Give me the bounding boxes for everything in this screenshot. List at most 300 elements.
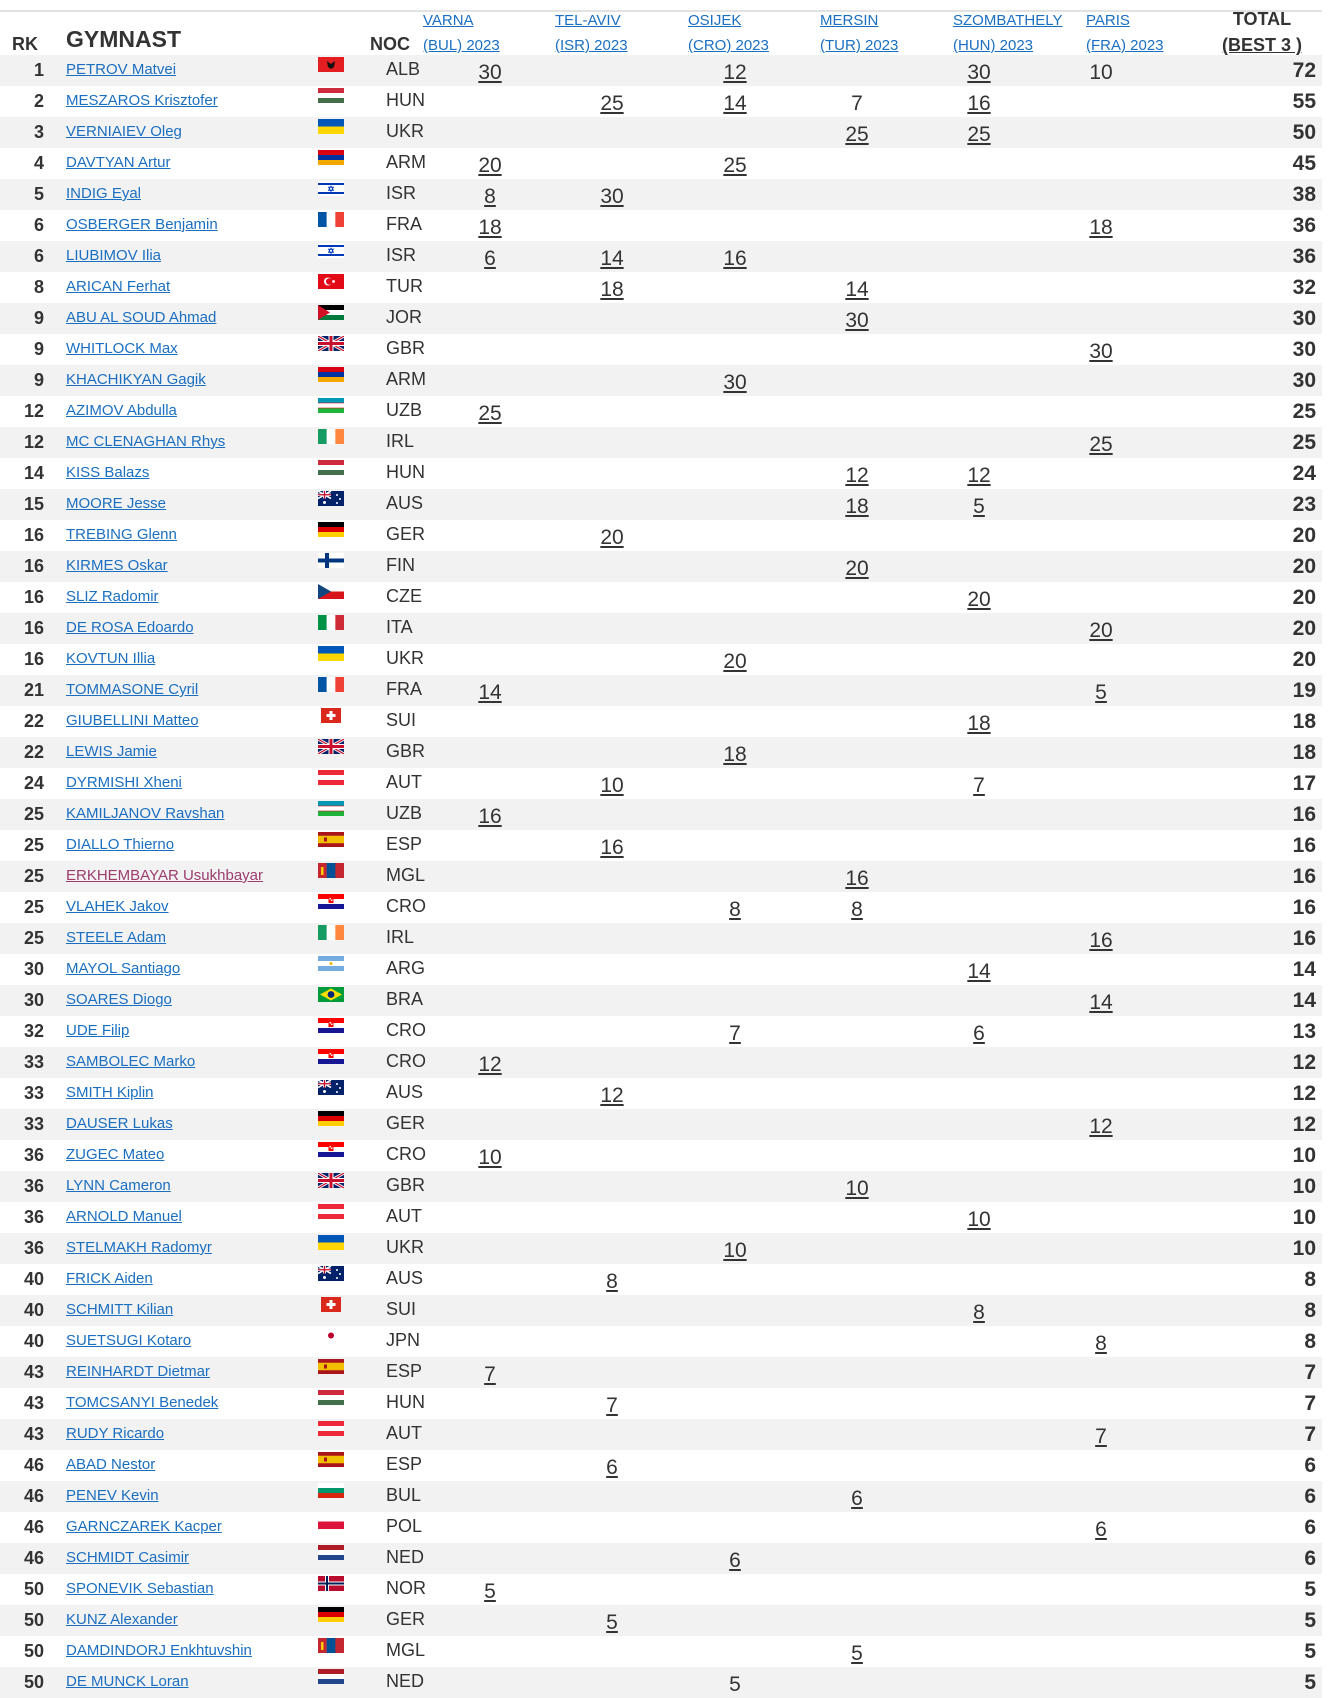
total-cell: 8 — [1304, 1299, 1316, 1322]
table-row — [0, 55, 1322, 86]
event-score-cell[interactable]: 8 — [484, 185, 496, 208]
rank-cell: 43 — [23, 1424, 44, 1444]
gymnast-name-link[interactable]: KAMILJANOV Ravshan — [66, 805, 225, 822]
rank-cell: 9 — [33, 308, 44, 328]
gymnast-name-link[interactable]: DIALLO Thierno — [66, 836, 175, 853]
table-row — [0, 489, 1322, 520]
rank-cell: 15 — [23, 494, 44, 514]
gymnast-name-link[interactable]: LIUBIMOV Ilia — [66, 247, 162, 264]
table-row — [0, 954, 1322, 985]
total-cell: 36 — [1292, 214, 1316, 237]
noc-column-header: NOC — [370, 34, 410, 54]
total-cell: 6 — [1304, 1547, 1316, 1570]
total-cell: 20 — [1292, 586, 1316, 609]
flag-arm-icon — [318, 367, 344, 382]
gymnast-name-link[interactable]: MOORE Jesse — [66, 495, 167, 512]
total-cell: 5 — [1304, 1609, 1316, 1632]
gymnast-name-link[interactable]: PETROV Matvei — [66, 61, 177, 78]
gymnast-name-link[interactable]: DE ROSA Edoardo — [66, 619, 194, 636]
flag-gbr-icon — [318, 739, 344, 754]
gymnast-name-link[interactable]: KISS Balazs — [66, 464, 150, 481]
event-score-cell[interactable]: 25 — [967, 123, 991, 146]
event-score-cell[interactable]: 5 — [973, 495, 985, 518]
noc-cell: IRL — [386, 927, 415, 947]
noc-cell: HUN — [386, 1392, 425, 1412]
rank-cell: 32 — [23, 1021, 44, 1041]
gymnast-name-link[interactable]: DYRMISHI Xheni — [66, 774, 182, 791]
event-score-cell[interactable]: 12 — [845, 464, 869, 487]
rank-cell: 46 — [23, 1455, 44, 1475]
total-cell: 24 — [1292, 462, 1316, 485]
event-score-cell[interactable]: 14 — [478, 681, 502, 704]
event-score-cell[interactable]: 20 — [1089, 619, 1113, 642]
gymnast-name-link[interactable]: REINHARDT Dietmar — [66, 1363, 210, 1380]
flag-esp-icon — [318, 1359, 344, 1374]
flag-fra-icon — [318, 677, 344, 692]
event-link-line2[interactable]: (FRA) 2023 — [1086, 37, 1164, 54]
flag-jor-icon — [318, 305, 344, 320]
gymnast-name-link[interactable]: KHACHIKYAN Gagik — [66, 371, 206, 388]
gymnast-name-link[interactable]: RUDY Ricardo — [66, 1425, 165, 1442]
event-score-cell[interactable]: 5 — [851, 1642, 863, 1665]
event-link-line1[interactable]: MERSIN — [820, 12, 879, 29]
table-row — [0, 1109, 1322, 1140]
rank-cell: 40 — [23, 1269, 44, 1289]
event-score-cell[interactable]: 6 — [973, 1022, 985, 1045]
rank-cell: 40 — [23, 1300, 44, 1320]
flag-cro-icon — [318, 894, 344, 909]
total-cell: 12 — [1292, 1051, 1316, 1074]
noc-cell: TUR — [386, 276, 423, 296]
gymnast-name-link[interactable]: AZIMOV Abdulla — [66, 402, 177, 419]
event-link-line2[interactable]: (BUL) 2023 — [423, 37, 500, 54]
gymnast-name-link[interactable]: SCHMIDT Casimir — [66, 1549, 190, 1566]
noc-cell: ESP — [386, 834, 423, 854]
flag-aus-icon — [318, 491, 344, 506]
noc-cell: ESP — [386, 1454, 423, 1474]
event-link-line2[interactable]: (CRO) 2023 — [688, 37, 769, 54]
total-cell: 25 — [1292, 431, 1316, 454]
event-header-osijek[interactable] — [688, 8, 769, 58]
rank-cell: 46 — [23, 1548, 44, 1568]
event-score-cell[interactable]: 20 — [723, 650, 747, 673]
flag-cro-icon — [318, 1049, 344, 1064]
total-cell: 10 — [1292, 1144, 1316, 1167]
event-score-cell[interactable]: 5 — [484, 1580, 496, 1603]
table-row — [0, 1016, 1322, 1047]
event-score-cell[interactable]: 25 — [723, 154, 747, 177]
flag-fin-icon — [318, 553, 344, 568]
event-link-line1[interactable]: TEL-AVIV — [555, 12, 621, 29]
flag-ger-icon — [318, 1607, 344, 1622]
total-cell: 6 — [1304, 1454, 1316, 1477]
event-link-line1[interactable]: VARNA — [423, 12, 474, 29]
flag-irl-icon — [318, 925, 344, 940]
event-score-cell[interactable]: 16 — [723, 247, 747, 270]
gymnast-name-link[interactable]: STELMAKH Radomyr — [66, 1239, 212, 1256]
gymnast-name-link[interactable]: ARICAN Ferhat — [66, 278, 171, 295]
table-row — [0, 1481, 1322, 1512]
flag-uzb-icon — [318, 801, 344, 816]
event-score-cell[interactable]: 12 — [478, 1053, 502, 1076]
event-header-tel-aviv[interactable] — [555, 8, 628, 58]
total-header-line2[interactable]: (BEST 3 ) — [1221, 35, 1302, 55]
rank-cell: 21 — [23, 680, 44, 700]
event-score-cell[interactable]: 18 — [723, 743, 747, 766]
event-score-cell[interactable]: 5 — [606, 1611, 618, 1634]
rank-cell: 36 — [23, 1238, 44, 1258]
event-score-cell[interactable]: 12 — [723, 61, 747, 84]
event-score-cell[interactable]: 18 — [967, 712, 991, 735]
flag-ukr-icon — [318, 1235, 344, 1250]
gymnast-name-link[interactable]: DE MUNCK Loran — [66, 1673, 189, 1690]
total-cell: 10 — [1292, 1237, 1316, 1260]
event-score-cell[interactable]: 14 — [600, 247, 624, 270]
table-row — [0, 179, 1322, 210]
flag-cro-icon — [318, 1018, 344, 1033]
event-score-cell[interactable]: 14 — [1089, 991, 1113, 1014]
event-score-cell[interactable]: 8 — [973, 1301, 985, 1324]
event-score-cell[interactable]: 25 — [1089, 433, 1113, 456]
table-row — [0, 1357, 1322, 1388]
rank-cell: 25 — [23, 928, 44, 948]
table-row — [0, 86, 1322, 117]
noc-cell: AUS — [386, 1082, 424, 1102]
total-cell: 5 — [1304, 1671, 1316, 1694]
table-row — [0, 737, 1322, 768]
flag-hun-icon — [318, 460, 344, 475]
event-score-cell[interactable]: 25 — [845, 123, 869, 146]
rank-cell: 46 — [23, 1517, 44, 1537]
table-row — [0, 1605, 1322, 1636]
gymnast-name-link[interactable]: ZUGEC Mateo — [66, 1146, 165, 1163]
total-cell: 16 — [1292, 803, 1316, 826]
table-row — [0, 1667, 1322, 1698]
event-score-cell[interactable]: 16 — [478, 805, 502, 828]
event-score-cell[interactable]: 8 — [729, 898, 741, 921]
gymnast-name-link[interactable]: GARNCZAREK Kacper — [66, 1518, 222, 1535]
flag-arg-icon — [318, 956, 344, 971]
rank-cell: 50 — [23, 1610, 44, 1630]
event-score-cell[interactable]: 7 — [1095, 1425, 1107, 1448]
rank-cell: 36 — [23, 1207, 44, 1227]
gymnast-name-link[interactable]: DAVTYAN Artur — [66, 154, 171, 171]
event-score-cell[interactable]: 8 — [606, 1270, 618, 1293]
gymnast-name-link[interactable]: LYNN Cameron — [66, 1177, 171, 1194]
noc-cell: AUT — [386, 1423, 422, 1443]
event-score-cell[interactable]: 30 — [478, 61, 502, 84]
rank-cell: 36 — [23, 1176, 44, 1196]
rank-cell: 25 — [23, 866, 44, 886]
event-score-cell[interactable]: 18 — [600, 278, 624, 301]
gymnast-name-link[interactable]: SMITH Kiplin — [66, 1084, 154, 1101]
table-row — [0, 210, 1322, 241]
event-score-cell[interactable]: 5 — [1095, 681, 1107, 704]
event-score-cell[interactable]: 30 — [845, 309, 869, 332]
rank-cell: 33 — [23, 1083, 44, 1103]
noc-cell: CZE — [386, 586, 422, 606]
event-score-cell[interactable]: 12 — [1089, 1115, 1113, 1138]
event-score-cell[interactable]: 10 — [600, 774, 624, 797]
event-link-line2[interactable]: (ISR) 2023 — [555, 37, 628, 54]
noc-cell: GBR — [386, 741, 426, 761]
event-score-cell[interactable]: 6 — [484, 247, 496, 270]
flag-jpn-icon — [318, 1328, 344, 1343]
event-score-cell[interactable]: 30 — [1089, 340, 1113, 363]
flag-irl-icon — [318, 429, 344, 444]
flag-ned-icon — [318, 1545, 344, 1560]
event-score-cell[interactable]: 6 — [729, 1549, 741, 1572]
total-cell: 17 — [1292, 772, 1316, 795]
event-score-cell[interactable]: 16 — [1089, 929, 1113, 952]
noc-cell: JOR — [386, 307, 422, 327]
gymnast-name-link[interactable]: OSBERGER Benjamin — [66, 216, 218, 233]
event-score-cell[interactable]: 14 — [845, 278, 869, 301]
event-score-cell[interactable]: 30 — [600, 185, 624, 208]
event-score-cell[interactable]: 18 — [1089, 216, 1113, 239]
event-score-cell[interactable]: 20 — [845, 557, 869, 580]
gymnast-name-link[interactable]: SAMBOLEC Marko — [66, 1053, 196, 1070]
event-score-cell[interactable]: 14 — [723, 92, 747, 115]
event-score-cell[interactable]: 10 — [478, 1146, 502, 1169]
event-score-cell[interactable]: 10 — [845, 1177, 869, 1200]
gymnast-name-link[interactable]: KOVTUN Illia — [66, 650, 156, 667]
flag-ita-icon — [318, 615, 344, 630]
table-row — [0, 427, 1322, 458]
rank-cell: 6 — [33, 246, 44, 266]
rank-cell: 36 — [23, 1145, 44, 1165]
event-score-cell[interactable]: 30 — [967, 61, 991, 84]
table-row — [0, 396, 1322, 427]
table-row — [0, 148, 1322, 179]
event-link-line1[interactable]: SZOMBATHELY — [953, 12, 1063, 29]
rank-cell: 50 — [23, 1672, 44, 1692]
rank-cell: 6 — [33, 215, 44, 235]
total-cell: 18 — [1292, 710, 1316, 733]
noc-cell: IRL — [386, 431, 415, 451]
flag-aut-icon — [318, 770, 344, 785]
total-column-header — [1212, 6, 1312, 58]
noc-cell: MGL — [386, 865, 426, 885]
gymnast-name-link[interactable]: DAMDINDORJ Enkhtuvshin — [66, 1642, 252, 1659]
event-score-cell[interactable]: 7 — [973, 774, 985, 797]
total-cell: 25 — [1292, 400, 1316, 423]
flag-ned-icon — [318, 1669, 344, 1684]
noc-cell: AUS — [386, 493, 424, 513]
flag-arm-icon — [318, 150, 344, 165]
noc-cell: ARM — [386, 369, 426, 389]
rank-cell: 2 — [33, 91, 44, 111]
event-score-cell[interactable]: 12 — [600, 1084, 624, 1107]
gymnast-name-link[interactable]: LEWIS Jamie — [66, 743, 157, 760]
flag-bul-icon — [318, 1483, 344, 1498]
table-row — [0, 830, 1322, 861]
noc-cell: CRO — [386, 1144, 426, 1164]
noc-cell: UKR — [386, 648, 425, 668]
rank-cell: 25 — [23, 804, 44, 824]
gymnast-name-link[interactable]: ABAD Nestor — [66, 1456, 156, 1473]
gymnast-name-link[interactable]: WHITLOCK Max — [66, 340, 178, 357]
event-link-line1[interactable]: PARIS — [1086, 12, 1130, 29]
event-score-cell[interactable]: 20 — [600, 526, 624, 549]
total-cell: 12 — [1292, 1113, 1316, 1136]
total-cell: 18 — [1292, 741, 1316, 764]
gymnast-name-link[interactable]: VLAHEK Jakov — [66, 898, 169, 915]
total-cell: 6 — [1304, 1485, 1316, 1508]
event-score-cell[interactable]: 18 — [478, 216, 502, 239]
noc-cell: GBR — [386, 338, 426, 358]
event-score-cell[interactable]: 25 — [478, 402, 502, 425]
gymnast-name-link[interactable]: ARNOLD Manuel — [66, 1208, 182, 1225]
table-row — [0, 365, 1322, 396]
event-score-cell[interactable]: 14 — [967, 960, 991, 983]
table-row — [0, 1140, 1322, 1171]
event-score-cell[interactable]: 7 — [484, 1363, 496, 1386]
event-score-cell[interactable]: 25 — [600, 92, 624, 115]
event-score-cell[interactable]: 8 — [851, 898, 863, 921]
gymnast-name-link[interactable]: PENEV Kevin — [66, 1487, 159, 1504]
total-cell: 10 — [1292, 1175, 1316, 1198]
event-score-cell[interactable]: 16 — [967, 92, 991, 115]
event-score-cell[interactable]: 18 — [845, 495, 869, 518]
gymnast-name-link[interactable]: ABU AL SOUD Ahmad — [66, 309, 217, 326]
event-link-line1[interactable]: OSIJEK — [688, 12, 742, 29]
total-cell: 20 — [1292, 555, 1316, 578]
event-score-cell[interactable]: 20 — [967, 588, 991, 611]
flag-esp-icon — [318, 832, 344, 847]
noc-cell: UKR — [386, 121, 425, 141]
total-cell: 23 — [1292, 493, 1316, 516]
total-cell: 20 — [1292, 648, 1316, 671]
total-header-line1: TOTAL — [1232, 9, 1292, 29]
gymnast-name-link[interactable]: SUETSUGI Kotaro — [66, 1332, 192, 1349]
total-cell: 20 — [1292, 524, 1316, 547]
noc-cell: CRO — [386, 1020, 426, 1040]
total-cell: 8 — [1304, 1268, 1316, 1291]
flag-ger-icon — [318, 1111, 344, 1126]
gymnast-name-link[interactable]: FRICK Aiden — [66, 1270, 153, 1287]
flag-aut-icon — [318, 1204, 344, 1219]
rank-cell: 50 — [23, 1641, 44, 1661]
gymnast-name-link[interactable]: VERNIAIEV Oleg — [66, 123, 182, 140]
event-link-line2[interactable]: (TUR) 2023 — [820, 37, 899, 54]
total-cell: 72 — [1292, 59, 1316, 82]
event-score-cell: 7 — [851, 92, 863, 115]
gymnast-name-link[interactable]: MAYOL Santiago — [66, 960, 181, 977]
gymnast-name-link[interactable]: GIUBELLINI Matteo — [66, 712, 199, 729]
rank-cell: 1 — [33, 60, 44, 80]
noc-cell: ARG — [386, 958, 426, 978]
event-score-cell[interactable]: 7 — [606, 1394, 618, 1417]
rank-cell: 24 — [23, 773, 44, 793]
gymnast-name-link[interactable]: SCHMITT Kilian — [66, 1301, 174, 1318]
table-row — [0, 706, 1322, 737]
flag-ger-icon — [318, 522, 344, 537]
rank-cell: 30 — [23, 990, 44, 1010]
event-score-cell[interactable]: 20 — [478, 154, 502, 177]
event-score-cell[interactable]: 16 — [845, 867, 869, 890]
rank-cell: 14 — [23, 463, 44, 483]
rank-cell: 16 — [23, 587, 44, 607]
total-cell: 7 — [1304, 1423, 1316, 1446]
total-cell: 45 — [1292, 152, 1316, 175]
gymnast-name-link[interactable]: TOMMASONE Cyril — [66, 681, 199, 698]
gymnast-name-link[interactable]: STEELE Adam — [66, 929, 167, 946]
table-row — [0, 861, 1322, 892]
gymnast-name-link[interactable]: MC CLENAGHAN Rhys — [66, 433, 226, 450]
noc-cell: AUT — [386, 1206, 422, 1226]
event-header-mersin[interactable] — [820, 8, 898, 58]
rank-cell: 16 — [23, 649, 44, 669]
gymnast-name-link[interactable]: KUNZ Alexander — [66, 1611, 178, 1628]
flag-aut-icon — [318, 1421, 344, 1436]
gymnast-name-link[interactable]: TREBING Glenn — [66, 526, 177, 543]
gymnast-name-link[interactable]: TOMCSANYI Benedek — [66, 1394, 219, 1411]
event-score-cell[interactable]: 6 — [606, 1456, 618, 1479]
noc-cell: UZB — [386, 400, 422, 420]
flag-pol-icon — [318, 1514, 344, 1529]
event-score-cell[interactable]: 8 — [1095, 1332, 1107, 1355]
gymnast-name-link[interactable]: DAUSER Lukas — [66, 1115, 173, 1132]
total-cell: 5 — [1304, 1640, 1316, 1663]
noc-cell: NED — [386, 1547, 425, 1567]
event-header-szombathely[interactable] — [953, 8, 1062, 58]
gymnast-name-link[interactable]: SLIZ Radomir — [66, 588, 159, 605]
gymnast-name-link[interactable]: ERKHEMBAYAR Usukhbayar — [66, 867, 264, 884]
event-score-cell[interactable]: 30 — [723, 371, 747, 394]
noc-cell: AUT — [386, 772, 422, 792]
rank-cell: 25 — [23, 835, 44, 855]
gymnast-name-link[interactable]: SPONEVIK Sebastian — [66, 1580, 214, 1597]
event-score-cell[interactable]: 10 — [723, 1239, 747, 1262]
flag-tur-icon — [318, 274, 344, 289]
noc-cell: UZB — [386, 803, 422, 823]
event-header-paris[interactable] — [1086, 8, 1164, 58]
event-score-cell[interactable]: 16 — [600, 836, 624, 859]
event-link-line2[interactable]: (HUN) 2023 — [953, 37, 1034, 54]
flag-sui-icon — [318, 1297, 344, 1312]
noc-cell: ITA — [386, 617, 413, 637]
gymnast-name-link[interactable]: SOARES Diogo — [66, 991, 172, 1008]
event-score-cell[interactable]: 7 — [729, 1022, 741, 1045]
gymnast-name-link[interactable]: UDE Filip — [66, 1022, 130, 1039]
total-cell: 30 — [1292, 369, 1316, 392]
table-row — [0, 1450, 1322, 1481]
gymnast-name-link[interactable]: KIRMES Oskar — [66, 557, 168, 574]
gymnast-name-link[interactable]: INDIG Eyal — [66, 185, 142, 202]
gymnast-name-link[interactable]: MESZAROS Krisztofer — [66, 92, 218, 109]
noc-cell: POL — [386, 1516, 423, 1536]
event-score-cell[interactable]: 12 — [967, 464, 991, 487]
flag-esp-icon — [318, 1452, 344, 1467]
noc-cell: JPN — [386, 1330, 421, 1350]
flag-aus-icon — [318, 1080, 344, 1095]
noc-cell: ARM — [386, 152, 426, 172]
flag-gbr-icon — [318, 1173, 344, 1188]
flag-hun-icon — [318, 88, 344, 103]
flag-mgl-icon — [318, 863, 344, 878]
table-row — [0, 520, 1322, 551]
noc-cell: GER — [386, 1113, 426, 1133]
table-row — [0, 985, 1322, 1016]
event-score-cell[interactable]: 6 — [851, 1487, 863, 1510]
total-cell: 16 — [1292, 865, 1316, 888]
event-score-cell[interactable]: 6 — [1095, 1518, 1107, 1541]
rank-cell: 43 — [23, 1393, 44, 1413]
event-score-cell[interactable]: 10 — [967, 1208, 991, 1231]
event-header-varna[interactable] — [423, 8, 500, 58]
noc-cell: ISR — [386, 183, 417, 203]
